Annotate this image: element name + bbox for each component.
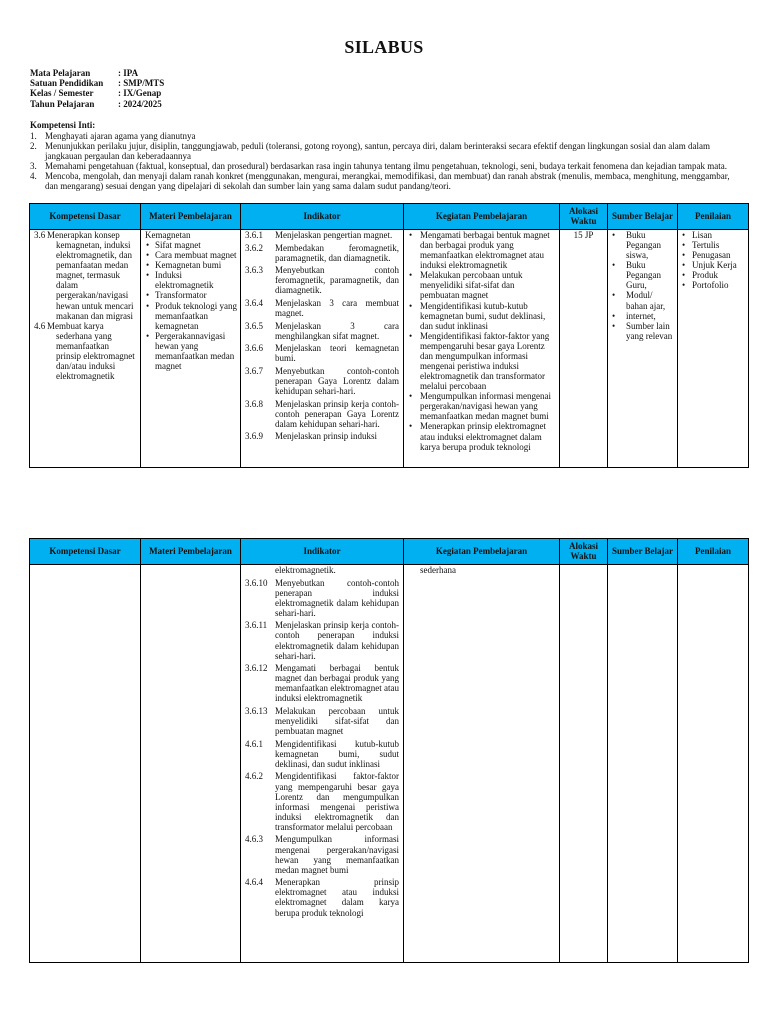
indikator-text: Menjelaskan prinsip kerja contoh-contoh penerapan Gaya Lorentz dalam kehidupan sehari-hari.: [275, 398, 399, 429]
indikator-code: 3.6.8: [245, 398, 263, 409]
indikator-item: [241, 620, 403, 660]
header-kegiatan-pembelajaran: Kegiatan Pembelajaran: [404, 204, 560, 230]
indikator-code: 3.6.2: [245, 242, 263, 253]
indikator-code: 3.6.6: [245, 343, 263, 354]
header-sumber-belajar: Sumber Belajar: [608, 204, 678, 230]
meta-label: Kelas / Semester: [30, 88, 94, 99]
header-indikator: Indikator: [241, 539, 404, 565]
ki-item: [30, 161, 744, 171]
indikator-text: Menjelaskan prinsip kerja contoh-contoh penerapan induksi elektromagnetik dalam kehidupan sehari-hari.: [275, 620, 399, 661]
list-item: • Lisan: [678, 230, 748, 240]
list-item: • Portofolio: [678, 280, 748, 290]
header-kompetensi-dasar: Kompetensi Dasar: [30, 539, 141, 565]
indikator-item: [241, 565, 403, 575]
cell-materi-pembelajaran: [141, 230, 241, 468]
list-item: • internet,: [608, 311, 677, 321]
kompetensi-inti-title: Kompetensi Inti:: [30, 120, 96, 130]
indikator-text: Menerapkan prinsip elektromagnet atau induksi elektromagnet dalam karya berupa produk teknologi: [275, 877, 399, 918]
indikator-item: [241, 706, 403, 736]
ki-number: 4.: [30, 171, 37, 182]
materi-head: Kemagnetan: [145, 230, 191, 240]
header-sumber-belajar: Sumber Belajar: [608, 539, 678, 565]
indikator-code: 3.6.1: [245, 230, 263, 240]
indikator-code: 3.6.4: [245, 297, 263, 308]
indikator-item: [241, 243, 403, 263]
list-item: • Tertulis: [678, 240, 748, 250]
meta-value: : IX/Genap: [118, 88, 162, 99]
meta-label: Satuan Pendidikan: [30, 78, 104, 89]
table-row: [30, 230, 749, 468]
list-item: • Menerapkan prinsip elektromagnet atau induksi elektromagnet dalam karya berupa produk teknologi: [404, 421, 559, 451]
ki-item: [30, 131, 744, 141]
header-kegiatan-pembelajaran: Kegiatan Pembelajaran: [404, 539, 560, 565]
indikator-code: 3.6.5: [245, 320, 263, 331]
cell-indikator: [241, 565, 404, 963]
materi-list: [141, 240, 240, 371]
list-item: • Unjuk Kerja: [678, 260, 748, 270]
indikator-item: [241, 230, 403, 240]
indikator-code: 3.6.7: [245, 365, 263, 376]
list-item: • Buku Pegangan siswa,: [608, 230, 677, 260]
indikator-code: 4.6.2: [245, 771, 263, 782]
kd-code: 3.6: [34, 230, 46, 240]
list-item: • Buku Pegangan Guru,: [608, 260, 677, 290]
indikator-code: 3.6.13: [245, 706, 268, 717]
meta-label: Tahun Pelajaran: [30, 98, 95, 109]
header-alokasi-waktu: Alokasi Waktu: [560, 539, 608, 565]
meta-label: Mata Pelajaran: [30, 68, 91, 78]
indikator-item: [241, 366, 403, 396]
meta-value: : 2024/2025: [118, 98, 162, 109]
cell-alokasi-waktu: [560, 565, 608, 963]
meta-value: : IPA: [118, 68, 139, 78]
list-item: • Induksi elektromagnetik: [141, 270, 240, 290]
cell-indikator: [241, 230, 404, 468]
indikator-item: [241, 663, 403, 703]
header-penilaian: Penilaian: [678, 539, 749, 565]
indikator-code: 4.6.1: [245, 738, 263, 749]
list-item: • Sumber lain yang relevan: [608, 321, 677, 341]
indikator-text: Menyebutkan contoh-contoh penerapan Gaya Lorentz dalam kehidupan sehari-hari.: [275, 365, 399, 397]
list-item: • Mengidentifikasi kutub-kutub kemagnetan bumi, sudut deklinasi, dan sudut inklinasi: [404, 301, 559, 331]
ki-item: [30, 141, 744, 161]
list-item: • Melakukan percobaan untuk menyelidiki sifat-sifat dan pembuatan magnet: [404, 270, 559, 300]
indikator-text: Menyebutkan contoh-contoh penerapan induksi elektromagnetik dalam kehidupan sehari-hari.: [275, 577, 399, 618]
meta-row-mata-pelajaran: [30, 68, 164, 78]
indikator-text: Mengidentifikasi kutub-kutub kemagnetan bumi, sudut deklinasi, dan sudut inklinasi: [275, 738, 399, 769]
ki-text: Memahami pengetahuan (faktual, konseptual, dan prosedural) berdasarkan rasa ingin tahunya tentang ilmu pengetahuan, teknologi, seni, budaya terkait fenomena dan kejadian tampak mata.: [45, 161, 728, 172]
list-item: • Mengidentifikasi faktor-faktor yang mempengaruhi besar gaya Lorentz dan mengumpulkan informasi mengenai peristiwa induksi elektromagnetik dan transformator melalui percobaan: [404, 331, 559, 391]
header-penilaian: Penilaian: [678, 204, 749, 230]
indikator-item: [241, 877, 403, 917]
header-alokasi-waktu: Alokasi Waktu: [560, 204, 608, 230]
cell-sumber-belajar: [608, 565, 678, 963]
page-title: SILABUS: [344, 37, 424, 57]
header-materi-pembelajaran: Materi Pembelajaran: [141, 539, 241, 565]
indikator-text: Membedakan feromagnetik, paramagnetik, dan diamagnetik.: [275, 242, 399, 263]
kd-item: [30, 230, 140, 321]
indikator-item: [241, 265, 403, 295]
list-item: • Cara membuat magnet: [141, 250, 240, 260]
indikator-text: Melakukan percobaan untuk menyelidiki sifat-sifat dan pembuatan magnet: [275, 706, 399, 737]
list-item: • Pergerakannavigasi hewan yang memanfaatkan medan magnet: [141, 331, 240, 371]
indikator-code: 4.6.3: [245, 834, 263, 845]
indikator-code: 3.6.12: [245, 663, 268, 674]
header-kompetensi-dasar: Kompetensi Dasar: [30, 204, 141, 230]
kd-text: Membuat karya sederhana yang memanfaatkan prinsip elektromagnet dan/atau induksi elektromagnetik: [47, 320, 135, 382]
kd-code: 4.6: [34, 320, 46, 331]
indikator-item: [241, 321, 403, 341]
indikator-text: Mengumpulkan informasi mengenai pergerakan/navigasi hewan yang memanfaatkan medan magnet bumi: [275, 834, 399, 875]
indikator-item: [241, 399, 403, 429]
penilaian-list: [678, 230, 748, 290]
header-materi-pembelajaran: Materi Pembelajaran: [141, 204, 241, 230]
header-indikator: Indikator: [241, 204, 404, 230]
list-item: • Produk: [678, 270, 748, 280]
indikator-code: 3.6.3: [245, 265, 263, 276]
list-item: • Sifat magnet: [141, 240, 240, 250]
indikator-continuation: elektromagnetik.: [275, 565, 336, 575]
indikator-item: [241, 739, 403, 769]
list-item: • Mengumpulkan informasi mengenai pergerakan/navigasi hewan yang memanfaatkan medan magnet bumi: [404, 391, 559, 421]
indikator-text: Menyebutkan contoh feromagnetik, paramagnetik, dan diamagnetik.: [275, 265, 399, 296]
indikator-item: [241, 771, 403, 831]
list-item: • Mengamati berbagai bentuk magnet dan berbagai produk yang memanfaatkan elektromagnet atau induksi elektromagnetik: [404, 230, 559, 270]
table-header-row: [30, 204, 749, 230]
kegiatan-list: [404, 230, 559, 452]
kd-text: Menerapkan konsep kemagnetan, induksi elektromagnetik, dan pemanfaatan medan magnet, termasuk dalam pergerakan/navigasi hewan untuk mencari makanan dan migrasi: [47, 230, 134, 321]
ki-text: Menghayati ajaran agama yang dianutnya: [45, 131, 196, 142]
cell-kegiatan-pembelajaran: [404, 565, 560, 963]
cell-penilaian: [678, 230, 749, 468]
ki-number: 1.: [30, 131, 37, 142]
indikator-text: Menjelaskan 3 cara membuat magnet.: [275, 297, 399, 319]
ki-text: Mencoba, mengolah, dan menyaji dalam ranah konkret (menggunakan, mengurai, merangkai, memodifikasi, dan membuat) dan ranah abstrak (menulis, membaca, menghitung, menggambar, dan mengarang) sesuai dengan yang dipelajari di sekolah dan sumber lain yang sama dalam sudut pandang/teori.: [45, 171, 730, 192]
list-item: • Transformator: [141, 290, 240, 300]
silabus-table-page-1: [29, 203, 749, 468]
cell-kompetensi-dasar: [30, 230, 141, 468]
indikator-item: [241, 834, 403, 874]
kd-item: [30, 321, 140, 381]
indikator-code: 4.6.4: [245, 877, 263, 888]
kegiatan-continuation: sederhana: [420, 565, 456, 575]
indikator-item: [241, 298, 403, 318]
ki-text: Menunjukkan perilaku jujur, disiplin, tanggungjawab, peduli (toleransi, gotong royong), santun, percaya diri, dalam berinteraksi secara efektif dengan lingkungan sosial dan alam dalam jangkauan pergaulan dan keberadaannya: [45, 141, 710, 162]
indikator-text: Mengamati berbagai bentuk magnet dan berbagai produk yang memanfaatkan elektromagnet atau induksi elektromagnetik: [275, 663, 399, 704]
cell-sumber-belajar: [608, 230, 678, 468]
list-item: • Modul/ bahan ajar,: [608, 290, 677, 310]
cell-materi-pembelajaran: [141, 565, 241, 963]
cell-penilaian: [678, 565, 749, 963]
sumber-list: [608, 230, 677, 341]
meta-row-tahun-pelajaran: [30, 99, 164, 109]
indikator-code: 3.6.10: [245, 577, 268, 588]
cell-alokasi-waktu: 15 JP: [560, 230, 608, 468]
cell-kompetensi-dasar: [30, 565, 141, 963]
table-header-row: [30, 539, 749, 565]
indikator-text: Menjelaskan prinsip induksi: [275, 431, 377, 442]
indikator-code: 3.6.11: [245, 620, 268, 631]
kompetensi-inti: [30, 120, 744, 192]
indikator-code: 3.6.9: [245, 431, 263, 442]
indikator-item: [241, 343, 403, 363]
list-item: • Kemagnetan bumi: [141, 260, 240, 270]
meta-row-satuan-pendidikan: [30, 78, 164, 88]
indikator-text: Menjelaskan teori kemagnetan bumi.: [275, 343, 399, 364]
document-meta: [30, 68, 164, 109]
ki-item: [30, 171, 744, 191]
silabus-table-page-2: [29, 538, 749, 963]
meta-value: : SMP/MTS: [118, 78, 165, 89]
indikator-text: Mengidentifikasi faktor-faktor yang mempengaruhi besar gaya Lorentz dan mengumpulkan informasi mengenai peristiwa induksi elektromagnetik dan transformator melalui percobaan: [275, 771, 399, 832]
indikator-text: Menjelaskan 3 cara menghilangkan sifat magnet.: [275, 320, 399, 341]
ki-number: 2.: [30, 141, 37, 152]
indikator-item: [241, 578, 403, 618]
list-item: • Penugasan: [678, 250, 748, 260]
meta-row-kelas-semester: [30, 88, 164, 98]
list-item: • Produk teknologi yang memanfaatkan kemagnetan: [141, 301, 240, 331]
ki-number: 3.: [30, 161, 37, 172]
indikator-item: [241, 431, 403, 441]
cell-kegiatan-pembelajaran: [404, 230, 560, 468]
table-row: [30, 565, 749, 963]
indikator-text: Menjelaskan pengertian magnet.: [275, 230, 393, 240]
